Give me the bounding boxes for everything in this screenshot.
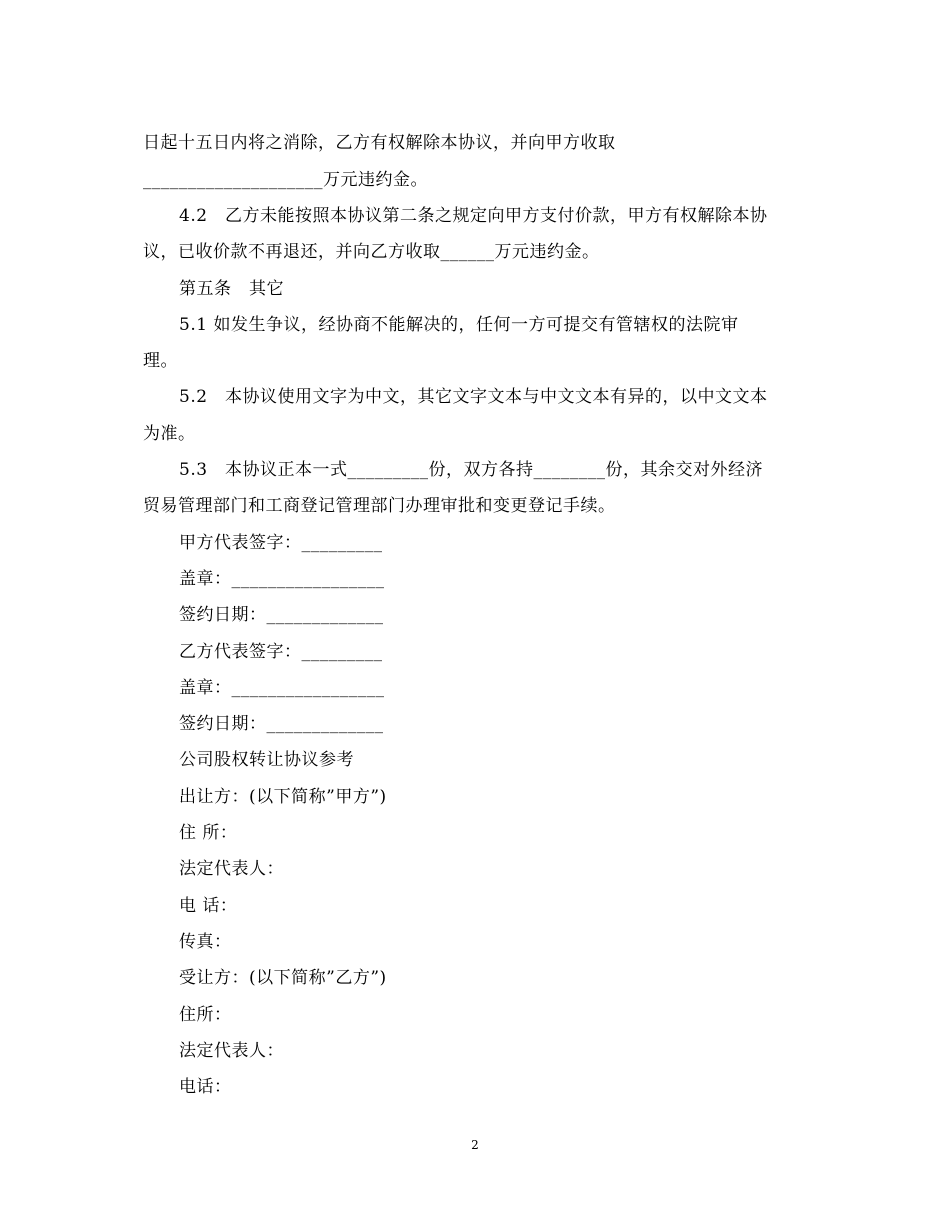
party-field: 传真： [179, 932, 232, 952]
party-field: 电话： [179, 1077, 232, 1097]
section-heading: 第五条 其它 [179, 279, 284, 299]
signature-field: 乙方代表签字：_________ [179, 642, 383, 662]
paragraph-line: 理。 [143, 351, 178, 371]
date-field: 签约日期：_____________ [179, 714, 384, 734]
party-field: 受让方：(以下简称”乙方”) [179, 968, 387, 988]
party-field: 住所： [179, 1005, 232, 1025]
paragraph-line: 4.2 乙方未能按照本协议第二条之规定向甲方支付价款，甲方有权解除本协 [179, 206, 768, 226]
signature-field: 甲方代表签字：_________ [179, 533, 383, 553]
paragraph-line: ____________________万元违约金。 [143, 170, 428, 190]
seal-field: 盖章：_________________ [179, 678, 385, 698]
paragraph-line: 贸易管理部门和工商登记管理部门办理审批和变更登记手续。 [143, 496, 616, 516]
paragraph-line: 日起十五日内将之消除，乙方有权解除本协议，并向甲方收取 [143, 133, 616, 153]
party-field: 住 所： [179, 823, 238, 843]
party-field: 法定代表人： [179, 859, 284, 879]
date-field: 签约日期：_____________ [179, 605, 384, 625]
document-title: 公司股权转让协议参考 [179, 750, 354, 770]
seal-field: 盖章：_________________ [179, 569, 385, 589]
paragraph-line: 5.2 本协议使用文字为中文，其它文字文本与中文文本有异的，以中文文本 [179, 387, 768, 407]
page-number: 2 [471, 1138, 479, 1152]
paragraph-line: 5.3 本协议正本一式_________份，双方各持________份，其余交对外经济 [179, 460, 764, 480]
party-field: 出让方：(以下简称”甲方”) [179, 787, 387, 807]
paragraph-line: 5.1 如发生争议，经协商不能解决的，任何一方可提交有管辖权的法院审 [179, 315, 739, 335]
paragraph-line: 议，已收价款不再退还，并向乙方收取______万元违约金。 [143, 242, 600, 262]
party-field: 法定代表人： [179, 1041, 284, 1061]
party-field: 电 话： [179, 896, 238, 916]
paragraph-line: 为准。 [143, 424, 196, 444]
